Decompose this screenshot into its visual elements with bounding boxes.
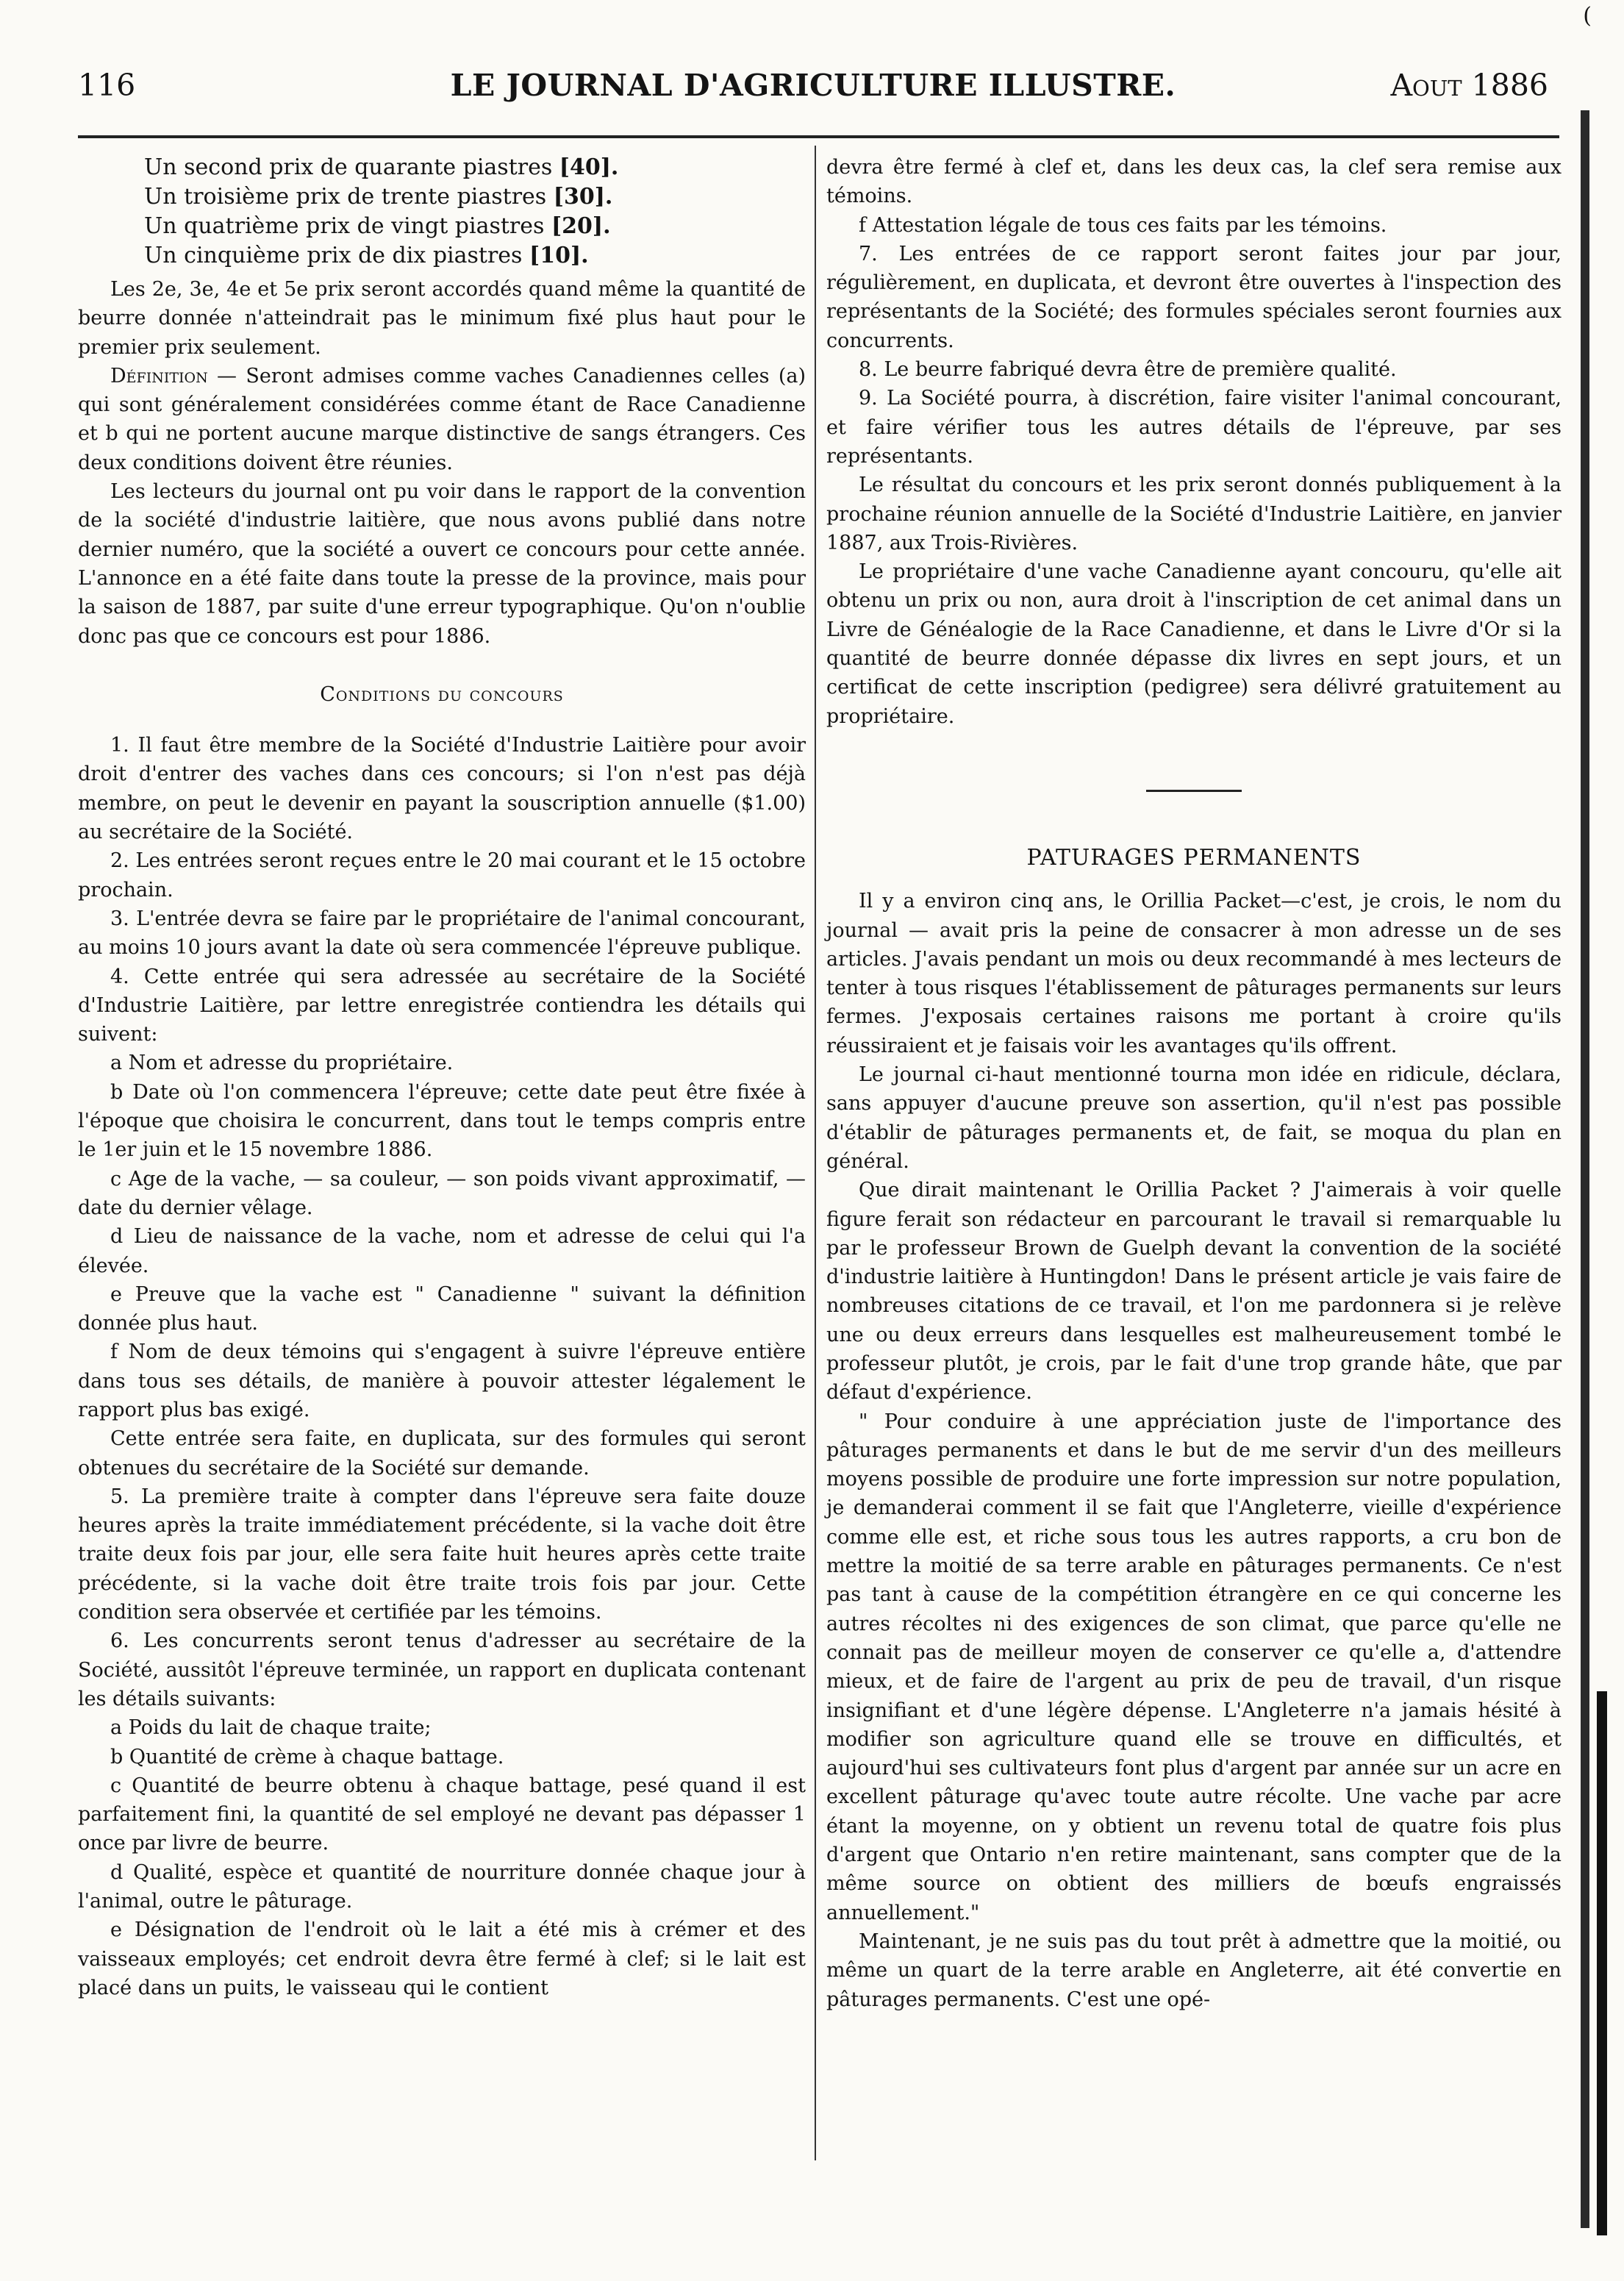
condition-subitem: e Désignation de l'endroit où le lait a été mis à crémer et des vaisseaux employés; cet endroit devra être fermé à clef; si le lait est placé dans un puits, le vaisseau qui le contient bbox=[78, 1918, 806, 1999]
article-title: PATURAGES PERMANENTS bbox=[1026, 844, 1362, 871]
condition-subitem: f Attestation légale de tous ces faits par les témoins. bbox=[859, 213, 1387, 237]
section-separator bbox=[1146, 790, 1242, 792]
condition-item: 9. La Société pourra, à discrétion, faire visiter l'animal concourant, et faire vérifier tous les autres détails de l'épreuve, par ses représentants. bbox=[826, 387, 1562, 468]
condition-item: 5. La première traite à compter dans l'épreuve sera faite douze heures après la traite immédiatement précédente, si la vache doit être traite deux fois par jour, elle sera faite huit heures après cette traite précédente, si la vache doit être traite trois fois par jour. Cette condition sera observée et certifiée par les témoins. bbox=[78, 1485, 806, 1624]
issue-date: Aout 1886 bbox=[1390, 68, 1548, 103]
condition-subitem: a Nom et adresse du propriétaire. bbox=[110, 1052, 454, 1075]
prize-row: Un quatrième prix de vingt piastres [20]. bbox=[144, 213, 611, 239]
condition-item: 7. Les entrées de ce rapport seront faites jour par jour, régulièrement, en duplicata, et devront être ouvertes à l'inspection des représentants de la Société; des formules spéciales seront fournies aux concurrents. bbox=[826, 242, 1562, 352]
page-edge-mark: ( bbox=[1583, 3, 1592, 29]
condition-subitem: b Quantité de crème à chaque battage. bbox=[110, 1745, 504, 1768]
paragraph: Le propriétaire d'une vache Canadienne ayant concouru, qu'elle ait obtenu un prix ou non, aura droit à l'inscription de cet animal dans un Livre de Généalogie de la Race Canadienne, et dans le Livre d'Or si la quantité de beurre donnée dépasse dix livres en sept jours, et un certificat de cette inscription (pedigree) sera délivré gratuitement au propriétaire. bbox=[826, 560, 1562, 728]
scan-edge-dark bbox=[1597, 1691, 1607, 2235]
journal-title: LE JOURNAL D'AGRICULTURE ILLUSTRE. bbox=[450, 68, 1176, 103]
page-header bbox=[78, 68, 1548, 112]
condition-subitem: f Nom de deux témoins qui s'engagent à suivre l'épreuve entière dans tous ses détails, de manière à pouvoir attester légalement le rapport plus bas exigé. bbox=[78, 1341, 806, 1421]
article-paragraph: Que dirait maintenant le Orillia Packet ? J'aimerais à voir quelle figure ferait son rédacteur en parcourant le travail si remarquable lu par le professeur Brown de Guelph devant la convention de la société d'industrie laitière à Huntingdon! Dans le présent article je vais faire de nombreuses citations de ce travail, et l'on me pardonnera si je relève une ou deux erreurs dans lesquelles est malheureusement tombé le professeur plutôt, je crois, par le fait d'une trop grande hâte, que par défaut d'expérience. bbox=[826, 1179, 1562, 1404]
condition-item: 1. Il faut être membre de la Société d'Industrie Laitière pour avoir droit d'entrer des vaches dans ces concours; si l'on n'est pas déjà membre, on peut le devenir en payant la souscription annuelle ($1.00) au secrétaire de la Société. bbox=[78, 734, 806, 844]
definition-label: Définition bbox=[110, 364, 208, 388]
prize-row: Un second prix de quarante piastres [40]. bbox=[144, 154, 619, 180]
prize-list bbox=[144, 153, 806, 271]
conditions-heading: Conditions du concours bbox=[320, 682, 564, 706]
article-paragraph: " Pour conduire à une appréciation juste de l'importance des pâturages permanents et dans le but de me servir d'un des meilleurs moyens possible de produire une forte impression sur notre population, je demanderai comment il se fait que l'Angleterre, vieille d'expérience comme elle est, et riche sous tous les autres rapports, a cru bon de mettre la moitié de sa terre arable en pâturages permanents. Ce n'est pas tant à cause de la compétition étrangère en ce qui concerne les autres récoltes ni des exigences de son climat, que parce qu'elle ne connait pas de meilleur moyen de conserver ce qu'elle a, d'attendre mieux, et de faire de l'argent au prix de peu de travail, d'un risque insignifiant et d'une légère dépense. L'Angleterre n'a jamais hésité à modifier son agriculture quand elle se trouve en difficultés, et aujourd'hui ses cultivateurs font plus d'argent par année sur un acre en excellent pâturage qu'avec toute autre récolte. Une vache par acre étant la moyenne, on y obtient un revenu total de quatre fois plus d'argent que Ontario n'en retire maintenant, sans compter que de la même source on obtient des milliers de bœufs engraissés annuellement." bbox=[826, 1410, 1562, 1924]
page-number: 116 bbox=[78, 68, 136, 103]
article-paragraph: Maintenant, je ne suis pas du tout prêt à admettre que la moitié, ou même un quart de la terre arable en Angleterre, ait été convertie en pâturages permanents. C'est une opé- bbox=[826, 1930, 1562, 2011]
scan-edge bbox=[1581, 110, 1589, 2228]
article-paragraph: Il y a environ cinq ans, le Orillia Packet—c'est, je crois, le nom du journal — avait pris la peine de consacrer à mon adresse un de ses articles. J'avais pendant un mois ou deux recommandé à mes lecteurs de tenter à tous risques l'établissement de pâturages permanents sur leurs fermes. J'exposais certaines raisons me portant à croire qu'ils réussiraient et je faisais voir les avantages qu'ils offrent. bbox=[826, 890, 1562, 1057]
prize-row: Un troisième prix de trente piastres [30]. bbox=[144, 184, 613, 210]
paragraph: devra être fermé à clef et, dans les deux cas, la clef sera remise aux témoins. bbox=[826, 156, 1562, 208]
condition-item: 4. Cette entrée qui sera adressée au secrétaire de la Société d'Industrie Laitière, par lettre enregistrée contiendra les détails qui suivent: bbox=[78, 965, 806, 1046]
condition-item: 2. Les entrées seront reçues entre le 20 mai courant et le 15 octobre prochain. bbox=[78, 849, 806, 902]
header-rule bbox=[78, 135, 1559, 138]
condition-subitem: d Lieu de naissance de la vache, nom et adresse de celui qui l'a élevée. bbox=[78, 1225, 806, 1277]
condition-item: 3. L'entrée devra se faire par le propriétaire de l'animal concourant, au moins 10 jours avant la date où sera commencée l'épreuve publique. bbox=[78, 907, 806, 960]
condition-subitem: a Poids du lait de chaque traite; bbox=[110, 1716, 432, 1740]
paragraph: Cette entrée sera faite, en duplicata, sur des formules qui seront obtenues du secrétaire de la Société sur demande. bbox=[78, 1427, 806, 1479]
condition-item: 6. Les concurrents seront tenus d'adresser au secrétaire de la Société, aussitôt l'épreuve terminée, un rapport en duplicata contenant les détails suivants: bbox=[78, 1629, 806, 1710]
left-column bbox=[78, 153, 806, 2002]
condition-subitem: e Preuve que la vache est " Canadienne " suivant la définition donnée plus haut. bbox=[78, 1282, 806, 1335]
prize-row: Un cinquième prix de dix piastres [10]. bbox=[144, 243, 589, 268]
paragraph: Les 2e, 3e, 4e et 5e prix seront accordés quand même la quantité de beurre donnée n'atteindrait pas le minimum fixé plus haut pour le premier prix seulement. bbox=[78, 278, 806, 359]
condition-item: 8. Le beurre fabriqué devra être de première qualité. bbox=[859, 358, 1397, 382]
condition-subitem: c Quantité de beurre obtenu à chaque battage, pesé quand il est parfaitement fini, la quantité de sel employé ne devant pas dépasser 1 once par livre de beurre. bbox=[78, 1774, 806, 1855]
article-paragraph: Le journal ci-haut mentionné tourna mon idée en ridicule, déclara, sans appuyer d'aucune preuve son assertion, qu'il n'est pas possible d'établir de pâturages permanents et, de fait, se moqua du plan en général. bbox=[826, 1063, 1562, 1173]
paragraph: Le résultat du concours et les prix seront donnés publiquement à la prochaine réunion annuelle de la Société d'Industrie Laitière, en janvier 1887, aux Trois-Rivières. bbox=[826, 474, 1562, 554]
definition-paragraph: Définition — Seront admises comme vaches Canadiennes celles (a) qui sont généralement considérées comme étant de Race Canadienne et b qui ne portent aucune marque distinctive de sangs étrangers. Ces deux conditions doivent être réunies. bbox=[78, 364, 806, 474]
right-column bbox=[826, 153, 1562, 2014]
column-divider bbox=[815, 146, 816, 2160]
condition-subitem: b Date où l'on commencera l'épreuve; cette date peut être fixée à l'époque que choisira le concurrent, dans tout le temps compris entre le 1er juin et le 15 novembre 1886. bbox=[78, 1080, 806, 1162]
condition-subitem: d Qualité, espèce et quantité de nourriture donnée chaque jour à l'animal, outre le pâturage. bbox=[78, 1860, 806, 1913]
condition-subitem: c Age de la vache, — sa couleur, — son poids vivant approximatif, — date du dernier vêlage. bbox=[78, 1167, 806, 1219]
paragraph: Les lecteurs du journal ont pu voir dans le rapport de la convention de la société d'industrie laitière, que nous avons publié dans notre dernier numéro, que la société a ouvert ce concours pour cette année. L'annonce en a été faite dans toute la presse de la province, mais pour la saison de 1887, par suite d'une erreur typographique. Qu'on n'oublie donc pas que ce concours est pour 1886. bbox=[78, 480, 806, 648]
